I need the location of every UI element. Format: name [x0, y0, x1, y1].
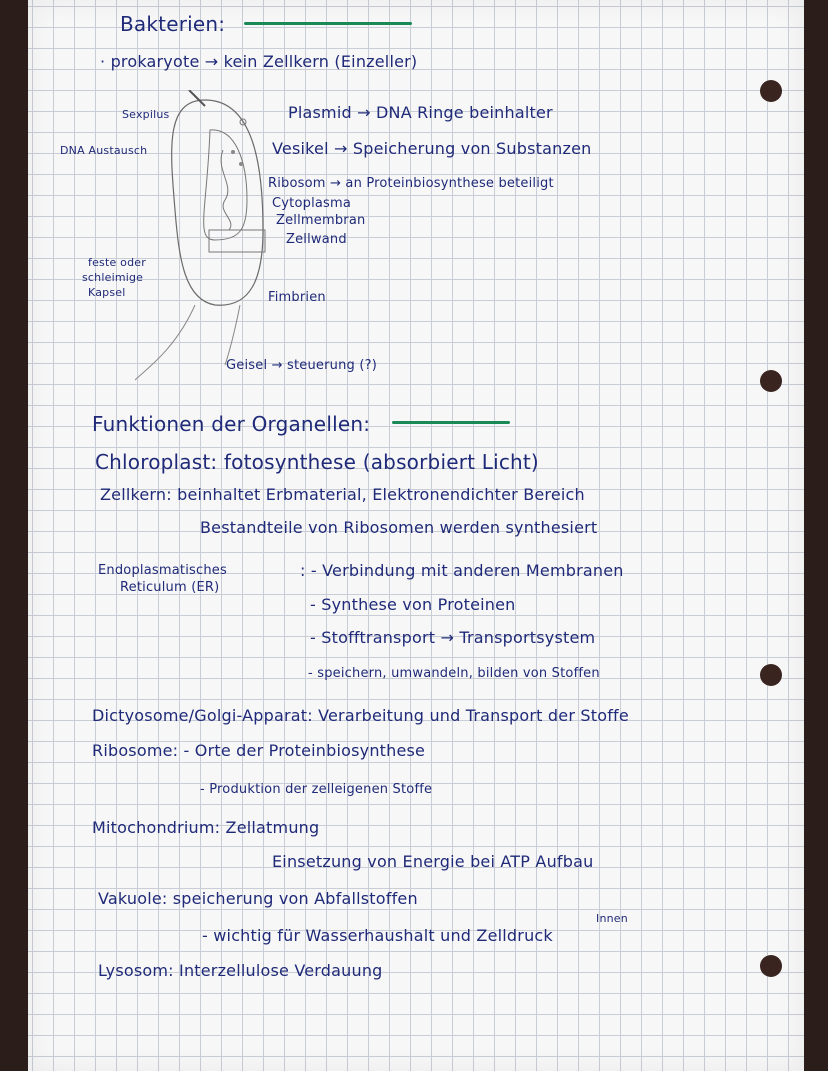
er-label-1: Endoplasmatisches [98, 563, 227, 578]
label-geisel: Geisel → steuerung (?) [226, 358, 377, 373]
label-fimbrien: Fimbrien [268, 290, 326, 305]
section-title-funktionen: Funktionen der Organellen: [92, 412, 371, 436]
label-dna-austausch: DNA Austausch [60, 144, 148, 157]
ribosome-line-2: - Produktion der zelleigenen Stoffe [200, 782, 433, 797]
er-label-2: Reticulum (ER) [120, 580, 220, 595]
er-line-3: - Stofftransport → Transportsystem [310, 628, 596, 647]
label-zellwand: Zellwand [286, 232, 347, 247]
dictyosom-line: Dictyosome/Golgi-Apparat: Verarbeitung und Transport der Stoffe [92, 706, 629, 725]
chloroplast-line: Chloroplast: fotosynthese (absorbiert Licht) [95, 450, 539, 474]
label-plasmid: Plasmid → DNA Ringe beinhalter [288, 103, 553, 122]
label-kapsel-3: Kapsel [88, 286, 126, 299]
label-vesikel: Vesikel → Speicherung von Substanzen [272, 139, 592, 158]
mitochondrium-line-2: Einsetzung von Energie bei ATP Aufbau [272, 852, 594, 871]
bacterium-sketch [135, 90, 285, 390]
label-ribosom: Ribosom → an Proteinbiosynthese beteiligt [268, 176, 554, 191]
lysosom-line: Lysosom: Interzellulose Verdauung [98, 961, 383, 980]
punch-hole [760, 664, 782, 686]
vakuole-note: Innen [596, 912, 628, 925]
vakuole-line-1: Vakuole: speicherung von Abfallstoffen [98, 889, 418, 908]
zellkern-line-1: Zellkern: beinhaltet Erbmaterial, Elektronendichter Bereich [100, 485, 585, 504]
label-cytoplasma: Cytoplasma [272, 196, 352, 211]
punch-hole [760, 370, 782, 392]
zellkern-line-2: Bestandteile von Ribosomen werden synthesiert [200, 518, 598, 537]
label-kapsel-1: feste oder [88, 256, 146, 269]
er-line-4: - speichern, umwandeln, bilden von Stoffen [308, 666, 600, 681]
bakterien-line-1: · prokaryote → kein Zellkern (Einzeller) [100, 52, 418, 71]
ribosome-line-1: Ribosome: - Orte der Proteinbiosynthese [92, 741, 426, 760]
label-kapsel-2: schleimige [82, 271, 144, 284]
label-sexpilus: Sexpilus [122, 108, 170, 121]
punch-hole [760, 80, 782, 102]
mitochondrium-line-1: Mitochondrium: Zellatmung [92, 818, 320, 837]
title-underline [392, 421, 510, 424]
label-zellmembran: Zellmembran [276, 213, 366, 228]
vakuole-line-2: - wichtig für Wasserhaushalt und Zelldruck [202, 926, 553, 945]
er-line-2: - Synthese von Proteinen [310, 595, 516, 614]
section-title-bakterien: Bakterien: [120, 12, 226, 36]
punch-hole [760, 955, 782, 977]
title-underline [244, 22, 412, 25]
er-line-1: : - Verbindung mit anderen Membranen [300, 561, 624, 580]
